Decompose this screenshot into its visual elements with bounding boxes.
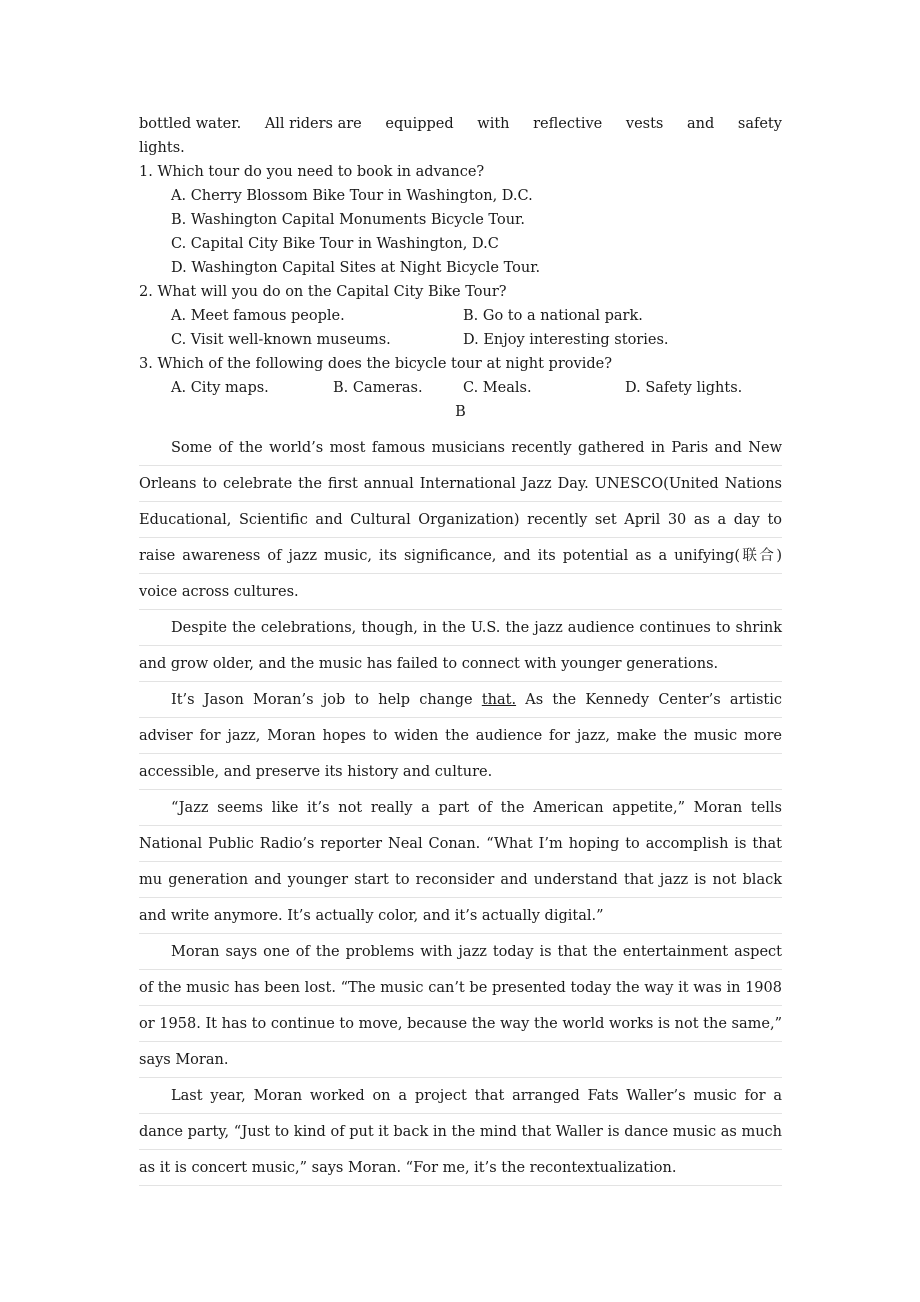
passage-text: It’s Jason Moran’s job to help change xyxy=(171,692,482,708)
option-row xyxy=(139,328,782,352)
question-option: A. City maps. xyxy=(171,380,269,396)
question-option: D. Enjoy interesting stories. xyxy=(463,332,669,348)
question-option: D. Washington Capital Sites at Night Bicycle Tour. xyxy=(171,260,541,276)
question-option: C. Meals. xyxy=(463,380,532,396)
underlined-word: that. xyxy=(481,692,517,708)
question-option: B. Cameras. xyxy=(333,380,423,396)
passage-paragraph: Last year, Moran worked on a project that arranged Fats Waller’s music for a dance party, “Just to kind of put it back in the mind that Waller is dance music as much as it is concert music,” says Moran. “For me, it’s the recontextualization. xyxy=(139,1088,782,1176)
passage-paragraph xyxy=(139,682,782,790)
question-option: C. Visit well-known museums. xyxy=(171,332,391,348)
reading-passage xyxy=(139,430,782,1186)
passage-text: As the Kennedy Center’s artistic adviser for jazz, Moran hopes to widen the audience for jazz, make the music more accessible, and preserve its history and culture. xyxy=(139,692,783,780)
question-option: C. Capital City Bike Tour in Washington, D.C xyxy=(171,236,499,252)
intro-text xyxy=(139,112,782,424)
question-option: A. Cherry Blossom Bike Tour in Washington, D.C. xyxy=(171,188,533,204)
intro-word: with xyxy=(477,116,510,132)
question-stem: 1. Which tour do you need to book in advance? xyxy=(139,164,485,180)
question-option: B. Go to a national park. xyxy=(463,308,643,324)
intro-word: All riders are xyxy=(264,116,362,132)
intro-word: reflective xyxy=(533,116,603,132)
passage-paragraph: Moran says one of the problems with jazz today is that the entertainment aspect of the music has been lost. “The music can’t be presented today the way it was in 1908 or 1958. It has to continue to move, because the way the world works is not the same,” says Moran. xyxy=(139,944,782,1068)
intro-line-2: lights. xyxy=(139,140,185,156)
intro-word: safety xyxy=(737,116,782,132)
question-option: B. Washington Capital Monuments Bicycle Tour. xyxy=(171,212,525,228)
option-row xyxy=(139,376,782,400)
intro-line-1 xyxy=(139,112,782,136)
passage-paragraph: “Jazz seems like it’s not really a part of the American appetite,” Moran tells National Public Radio’s reporter Neal Conan. “What I’m hoping to accomplish is that mu generation and younger start to reconsider and understand that jazz is not black and write anymore. It’s actually color, and it’s actually digital.” xyxy=(139,800,782,924)
intro-word: bottled water. xyxy=(139,116,242,132)
passage-paragraph: Some of the world’s most famous musicians recently gathered in Paris and New Orleans to celebrate the first annual International Jazz Day. UNESCO(United Nations Educational, Scientific and Cultural Organization) recently set April 30 as a day to raise awareness of jazz music, its significance, and its potential as a unifying(联合) voice across cultures. xyxy=(139,440,782,600)
question-option: A. Meet famous people. xyxy=(171,308,345,324)
intro-word: vests xyxy=(625,116,664,132)
question-option: D. Safety lights. xyxy=(625,380,743,396)
intro-word: equipped xyxy=(385,116,454,132)
question-stem: 2. What will you do on the Capital City Bike Tour? xyxy=(139,284,507,300)
question-stem: 3. Which of the following does the bicycle tour at night provide? xyxy=(139,356,612,372)
section-label: B xyxy=(455,404,466,420)
document-page xyxy=(139,112,782,1186)
option-row xyxy=(139,304,782,328)
passage-paragraph: Despite the celebrations, though, in the U.S. the jazz audience continues to shrink and grow older, and the music has failed to connect with younger generations. xyxy=(139,620,782,672)
intro-word: and xyxy=(686,116,715,132)
